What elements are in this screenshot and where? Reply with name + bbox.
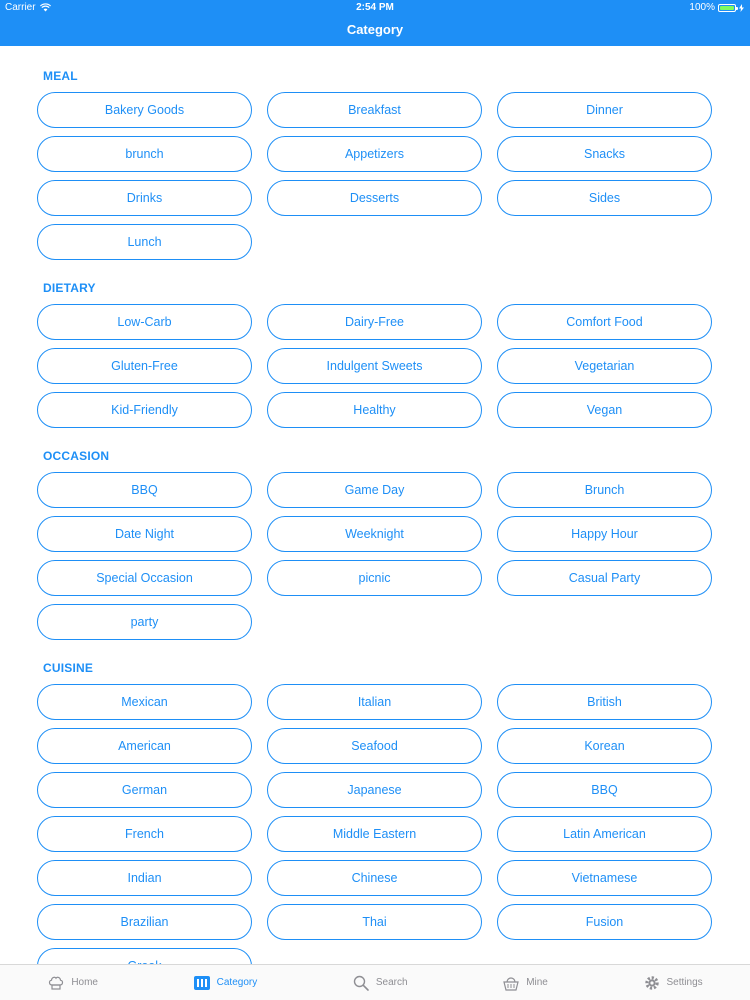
category-pill[interactable]: American: [37, 728, 252, 764]
tab-settings-label: Settings: [666, 977, 703, 988]
category-pill[interactable]: Healthy: [267, 392, 482, 428]
category-list[interactable]: [0, 46, 750, 964]
tab-mine[interactable]: [502, 974, 548, 992]
tab-bar: [0, 964, 750, 1000]
section-title: DIETARY: [43, 281, 96, 295]
category-pill[interactable]: Bakery Goods: [37, 92, 252, 128]
category-icon: [193, 974, 211, 992]
category-pill[interactable]: Vegan: [497, 392, 712, 428]
category-pill[interactable]: Snacks: [497, 136, 712, 172]
category-pill[interactable]: British: [497, 684, 712, 720]
section-title: CUISINE: [43, 661, 94, 675]
charging-icon: [739, 4, 744, 12]
category-pill[interactable]: Date Night: [37, 516, 252, 552]
category-pill[interactable]: Comfort Food: [497, 304, 712, 340]
category-pill[interactable]: Gluten-Free: [37, 348, 252, 384]
category-pill[interactable]: Fusion: [497, 904, 712, 940]
basket-icon: [502, 974, 520, 992]
category-pill[interactable]: Special Occasion: [37, 560, 252, 596]
category-grid: [37, 304, 713, 428]
status-time: 2:54 PM: [356, 2, 394, 13]
category-grid: [37, 684, 713, 984]
category-pill[interactable]: Dairy-Free: [267, 304, 482, 340]
section-occasion: [0, 448, 750, 640]
category-pill[interactable]: Korean: [497, 728, 712, 764]
tab-home-label: Home: [71, 977, 98, 988]
category-pill[interactable]: Casual Party: [497, 560, 712, 596]
section-title: MEAL: [43, 69, 78, 83]
category-pill[interactable]: Italian: [267, 684, 482, 720]
battery-percent: 100%: [689, 2, 715, 13]
status-bar: [0, 0, 750, 16]
category-pill[interactable]: Seafood: [267, 728, 482, 764]
category-pill[interactable]: Appetizers: [267, 136, 482, 172]
category-pill[interactable]: Thai: [267, 904, 482, 940]
tab-category[interactable]: [193, 974, 258, 992]
tab-category-label: Category: [216, 977, 258, 988]
tab-settings[interactable]: [643, 974, 703, 992]
category-pill[interactable]: Japanese: [267, 772, 482, 808]
category-pill[interactable]: party: [37, 604, 252, 640]
category-pill[interactable]: Latin American: [497, 816, 712, 852]
section-title: OCCASION: [43, 449, 110, 463]
category-pill[interactable]: Middle Eastern: [267, 816, 482, 852]
category-pill[interactable]: Breakfast: [267, 92, 482, 128]
tab-search-label: Search: [375, 977, 408, 988]
category-pill[interactable]: BBQ: [497, 772, 712, 808]
category-pill[interactable]: BBQ: [37, 472, 252, 508]
category-pill[interactable]: Weeknight: [267, 516, 482, 552]
section-dietary: [0, 280, 750, 428]
category-pill[interactable]: Chinese: [267, 860, 482, 896]
section-cuisine: [0, 660, 750, 984]
category-pill[interactable]: German: [37, 772, 252, 808]
category-pill[interactable]: Game Day: [267, 472, 482, 508]
category-pill[interactable]: Dinner: [497, 92, 712, 128]
navigation-bar: [0, 0, 750, 46]
category-pill[interactable]: French: [37, 816, 252, 852]
category-pill[interactable]: Mexican: [37, 684, 252, 720]
category-pill[interactable]: Brazilian: [37, 904, 252, 940]
category-pill[interactable]: Brunch: [497, 472, 712, 508]
gear-icon: [643, 974, 661, 992]
category-pill[interactable]: Desserts: [267, 180, 482, 216]
page-title: Category: [346, 22, 404, 37]
carrier-label: Carrier: [5, 2, 36, 13]
category-pill[interactable]: Drinks: [37, 180, 252, 216]
search-icon: [352, 974, 370, 992]
category-pill[interactable]: Sides: [497, 180, 712, 216]
category-pill[interactable]: Low-Carb: [37, 304, 252, 340]
category-grid: [37, 92, 713, 260]
category-pill[interactable]: Vegetarian: [497, 348, 712, 384]
category-pill[interactable]: picnic: [267, 560, 482, 596]
section-meal: [0, 68, 750, 260]
tab-mine-label: Mine: [526, 977, 548, 988]
tab-home[interactable]: [47, 974, 98, 992]
chef-hat-icon: [47, 974, 65, 992]
battery-icon: [718, 4, 736, 12]
category-grid: [37, 472, 713, 640]
category-pill[interactable]: brunch: [37, 136, 252, 172]
battery-indicator: [689, 2, 744, 13]
category-pill[interactable]: Vietnamese: [497, 860, 712, 896]
category-pill[interactable]: Indulgent Sweets: [267, 348, 482, 384]
category-pill[interactable]: Kid-Friendly: [37, 392, 252, 428]
category-pill[interactable]: Lunch: [37, 224, 252, 260]
tab-search[interactable]: [352, 974, 408, 992]
category-pill[interactable]: Happy Hour: [497, 516, 712, 552]
category-pill[interactable]: Indian: [37, 860, 252, 896]
